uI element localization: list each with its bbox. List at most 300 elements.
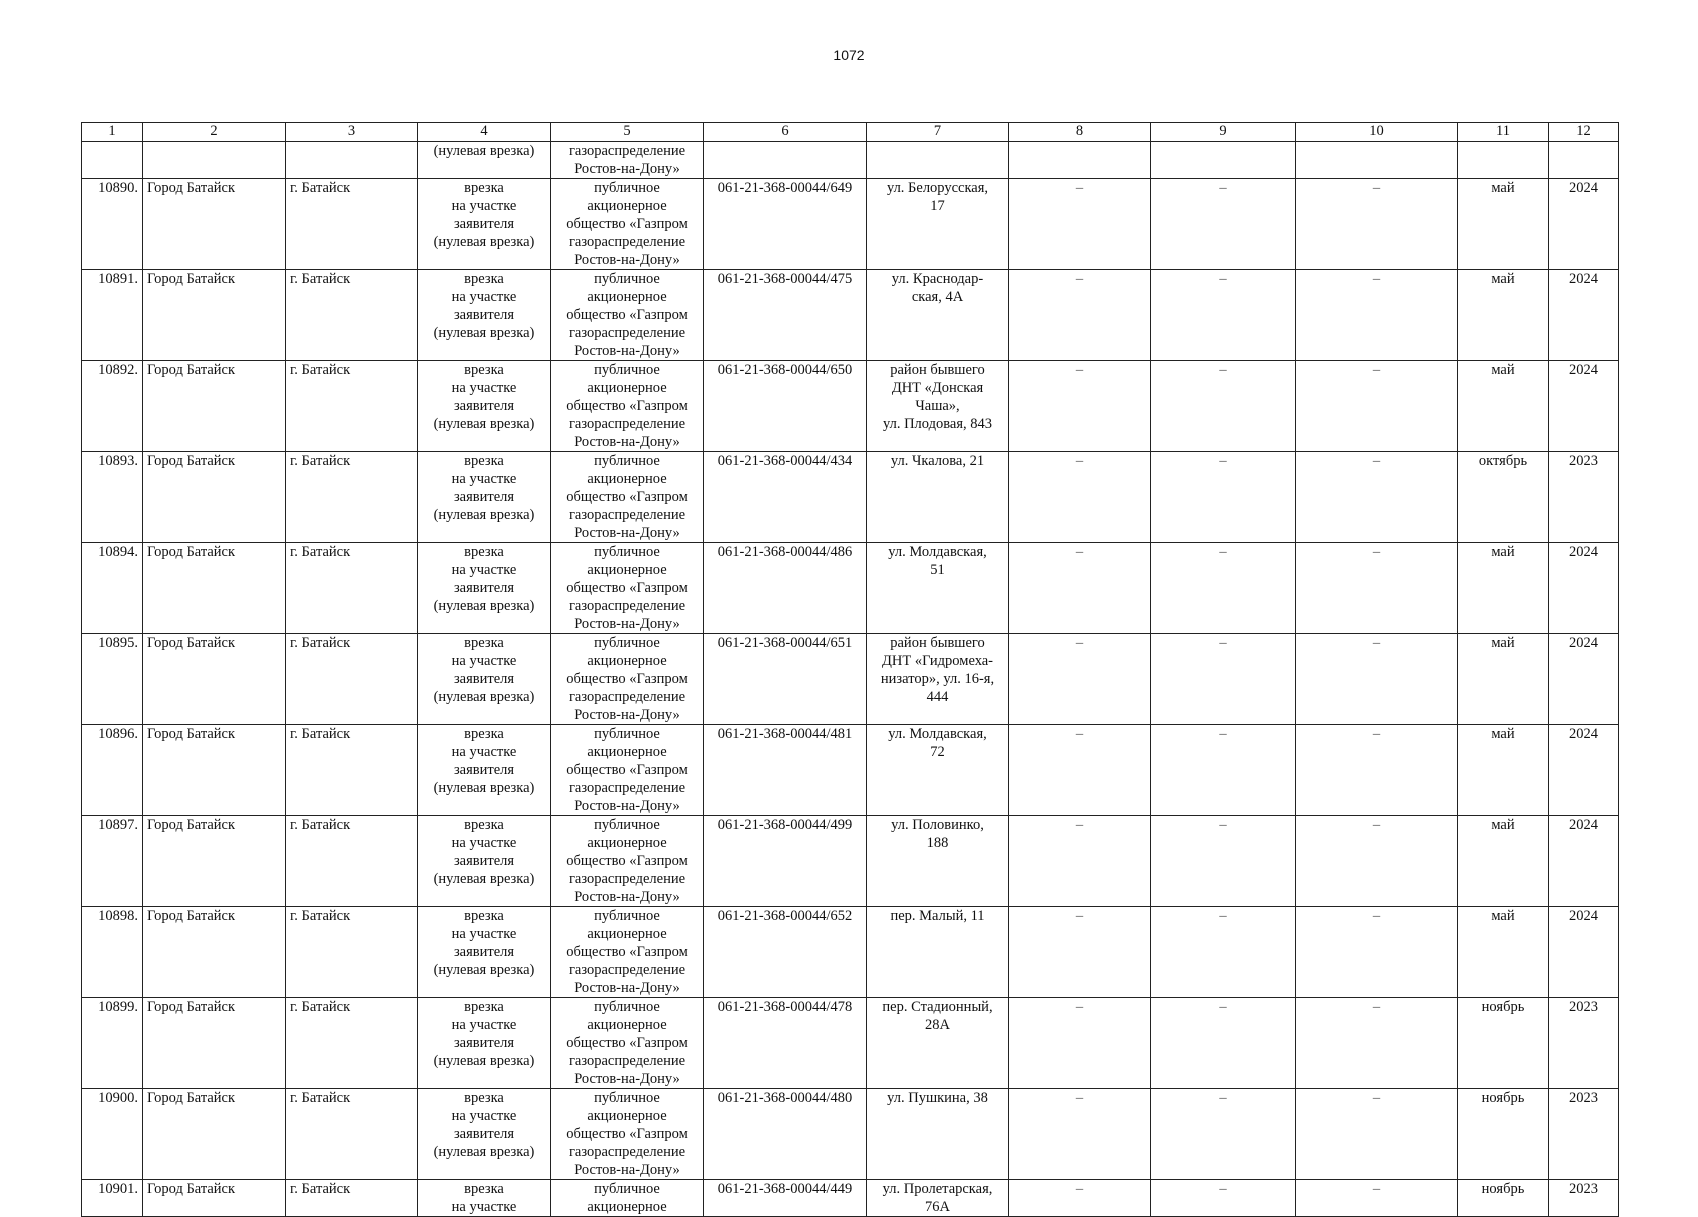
cell-code: 061-21-368-00044/499 <box>704 816 867 907</box>
table-row <box>82 816 1619 907</box>
cell-org-line: газораспределение <box>568 1144 686 1160</box>
cell-address-line: ДНТ «Донская <box>891 380 984 396</box>
cell-type-line: врезка <box>464 362 504 378</box>
cell-col-10: – <box>1296 907 1458 998</box>
col-header-8: 8 <box>1009 123 1151 142</box>
cell-month: май <box>1458 907 1549 998</box>
cell-month: октябрь <box>1458 452 1549 543</box>
cell-address-line: ул. Пушкина, 38 <box>887 1090 988 1106</box>
cell-col-9: – <box>1151 725 1296 816</box>
col-header-9: 9 <box>1151 123 1296 142</box>
cell-type-line: (нулевая врезка) <box>433 1053 535 1069</box>
cell-year: 2023 <box>1549 1180 1619 1217</box>
cell-col-8: – <box>1009 543 1151 634</box>
cell-col-9: – <box>1151 634 1296 725</box>
cell-org <box>551 1180 704 1217</box>
cell-year: 2024 <box>1549 270 1619 361</box>
cell-col-9: – <box>1151 179 1296 270</box>
cell-num: 10892. <box>82 361 143 452</box>
cell-code: 061-21-368-00044/481 <box>704 725 867 816</box>
cell-type-line: врезка <box>464 271 504 287</box>
cell-type-line: врезка <box>464 1090 504 1106</box>
cell-org-line: газораспределение <box>568 871 686 887</box>
cell-num: 10900. <box>82 1089 143 1180</box>
cell-col-9: – <box>1151 907 1296 998</box>
cell-locality: г. Батайск <box>286 361 418 452</box>
cell-month: ноябрь <box>1458 998 1549 1089</box>
cell-org-line: общество «Газпром <box>566 216 688 232</box>
cell-code: 061-21-368-00044/651 <box>704 634 867 725</box>
cell-type <box>418 998 551 1089</box>
col-header-11: 11 <box>1458 123 1549 142</box>
cell-org-line: газораспределение <box>568 507 686 523</box>
cell-col-10: – <box>1296 725 1458 816</box>
cell-type-line: (нулевая врезка) <box>433 507 535 523</box>
table-row <box>82 998 1619 1089</box>
cell-year: 2024 <box>1549 179 1619 270</box>
cell-col-8: – <box>1009 1180 1151 1217</box>
cell-address-line: ул. Молдавская, <box>888 726 987 742</box>
cell-address-line: Чаша», <box>915 398 960 414</box>
cell-org <box>551 452 704 543</box>
cell-locality: г. Батайск <box>286 452 418 543</box>
cell-col-8: – <box>1009 179 1151 270</box>
cell-org-line: общество «Газпром <box>566 671 688 687</box>
cell-org-line: публичное <box>594 726 660 742</box>
cell-type-line: (нулевая врезка) <box>433 416 535 432</box>
cell-num: 10891. <box>82 270 143 361</box>
cell-type <box>418 179 551 270</box>
continuation-row <box>82 142 1619 179</box>
cell-type-line: (нулевая врезка) <box>433 871 535 887</box>
cell-locality: г. Батайск <box>286 725 418 816</box>
cell-district <box>143 142 286 179</box>
cell-year: 2024 <box>1549 634 1619 725</box>
cell-col-9: – <box>1151 816 1296 907</box>
cell-org-line: публичное <box>594 180 660 196</box>
register-table <box>81 122 1619 1217</box>
col-header-6: 6 <box>704 123 867 142</box>
table-row <box>82 179 1619 270</box>
cell-type <box>418 543 551 634</box>
column-number-header <box>82 123 1619 142</box>
cell-district: Город Батайск <box>143 1180 286 1217</box>
cell-code: 061-21-368-00044/480 <box>704 1089 867 1180</box>
cell-col-8: – <box>1009 270 1151 361</box>
cell-org-line: Ростов-на-Дону» <box>574 525 680 541</box>
cell-type-line: на участке <box>451 926 517 942</box>
cell-type-line: врезка <box>464 817 504 833</box>
cell-address-line: 76А <box>925 1199 950 1215</box>
cell-col-8: – <box>1009 998 1151 1089</box>
cell-col-10: – <box>1296 179 1458 270</box>
cell-col-6 <box>704 142 867 179</box>
cell-type-line: на участке <box>451 562 517 578</box>
cell-org-line: акционерное <box>587 835 667 851</box>
cell-org-line: газораспределение <box>568 1053 686 1069</box>
cell-org-line: общество «Газпром <box>566 307 688 323</box>
cell-type-line: (нулевая врезка) <box>433 962 535 978</box>
cell-col-8: – <box>1009 725 1151 816</box>
cell-org-line: газораспределение <box>568 689 686 705</box>
cell-num: 10896. <box>82 725 143 816</box>
cell-month: май <box>1458 543 1549 634</box>
cell-type-line: (нулевая врезка) <box>433 143 535 159</box>
cell-org <box>551 179 704 270</box>
cell-num: 10898. <box>82 907 143 998</box>
cell-address-line: ская, 4А <box>911 289 964 305</box>
cell-address-line: ул. Краснодар- <box>891 271 984 287</box>
cell-org-line: Ростов-на-Дону» <box>574 616 680 632</box>
cell-org-line: газораспределение <box>568 962 686 978</box>
cell-org-line: публичное <box>594 271 660 287</box>
cell-org-line: Ростов-на-Дону» <box>574 980 680 996</box>
cell-org-line: Ростов-на-Дону» <box>574 343 680 359</box>
cell-address <box>867 634 1009 725</box>
cell-type-line: на участке <box>451 198 517 214</box>
cell-locality: г. Батайск <box>286 816 418 907</box>
cell-org-line: акционерное <box>587 1017 667 1033</box>
cell-type <box>418 452 551 543</box>
cell-code: 061-21-368-00044/650 <box>704 361 867 452</box>
cell-address-line: ДНТ «Гидромеха- <box>881 653 994 669</box>
cell-address-line: ул. Молдавская, <box>888 544 987 560</box>
cell-district: Город Батайск <box>143 543 286 634</box>
cell-year: 2024 <box>1549 907 1619 998</box>
cell-address-line: 444 <box>926 689 949 705</box>
cell-org-line: общество «Газпром <box>566 762 688 778</box>
cell-locality <box>286 142 418 179</box>
cell-org-line: Ростов-на-Дону» <box>574 889 680 905</box>
cell-col-8: – <box>1009 816 1151 907</box>
cell-type-line: на участке <box>451 289 517 305</box>
cell-num: 10897. <box>82 816 143 907</box>
cell-type-line: заявителя <box>453 1126 515 1142</box>
cell-col-11 <box>1458 142 1549 179</box>
table-row <box>82 361 1619 452</box>
cell-org-line: публичное <box>594 999 660 1015</box>
cell-col-9: – <box>1151 270 1296 361</box>
cell-district: Город Батайск <box>143 452 286 543</box>
cell-org-line: акционерное <box>587 653 667 669</box>
cell-col-9: – <box>1151 998 1296 1089</box>
cell-address <box>867 543 1009 634</box>
cell-org-line: акционерное <box>587 198 667 214</box>
cell-col-10: – <box>1296 816 1458 907</box>
cell-month: май <box>1458 361 1549 452</box>
cell-address-line: низатор», ул. 16-я, <box>880 671 995 687</box>
cell-type-line: заявителя <box>453 489 515 505</box>
cell-type-line: на участке <box>451 1017 517 1033</box>
cell-col-7 <box>867 142 1009 179</box>
cell-type-line: на участке <box>451 653 517 669</box>
cell-type <box>418 1089 551 1180</box>
cell-month: май <box>1458 816 1549 907</box>
cell-district: Город Батайск <box>143 907 286 998</box>
cell-type <box>418 361 551 452</box>
cell-col-10: – <box>1296 634 1458 725</box>
cell-district: Город Батайск <box>143 270 286 361</box>
cell-col-9: – <box>1151 361 1296 452</box>
cell-org <box>551 816 704 907</box>
cell-num: 10894. <box>82 543 143 634</box>
cell-address-line: 51 <box>930 562 945 578</box>
cell-col-9 <box>1151 142 1296 179</box>
cell-month: май <box>1458 634 1549 725</box>
cell-org <box>551 998 704 1089</box>
cell-col-10: – <box>1296 270 1458 361</box>
cell-type <box>418 725 551 816</box>
cell-col-9: – <box>1151 1089 1296 1180</box>
cell-type <box>418 816 551 907</box>
cell-year: 2023 <box>1549 1089 1619 1180</box>
cell-col-8 <box>1009 142 1151 179</box>
cell-month: ноябрь <box>1458 1089 1549 1180</box>
cell-num: 10890. <box>82 179 143 270</box>
cell-type-line: (нулевая врезка) <box>433 325 535 341</box>
table-row <box>82 725 1619 816</box>
cell-locality: г. Батайск <box>286 907 418 998</box>
cell-num: 10901. <box>82 1180 143 1217</box>
table-row <box>82 452 1619 543</box>
col-header-10: 10 <box>1296 123 1458 142</box>
cell-district: Город Батайск <box>143 998 286 1089</box>
cell-num: 10893. <box>82 452 143 543</box>
cell-type-line: врезка <box>464 544 504 560</box>
cell-org-line: газораспределение <box>568 234 686 250</box>
cell-district: Город Батайск <box>143 725 286 816</box>
cell-address <box>867 1089 1009 1180</box>
cell-org <box>551 907 704 998</box>
cell-col-12 <box>1549 142 1619 179</box>
cell-col-9: – <box>1151 1180 1296 1217</box>
cell-org-line: общество «Газпром <box>566 398 688 414</box>
cell-org-line: публичное <box>594 817 660 833</box>
cell-address <box>867 907 1009 998</box>
cell-type-line: врезка <box>464 999 504 1015</box>
cell-locality: г. Батайск <box>286 179 418 270</box>
cell-address <box>867 998 1009 1089</box>
cell-col-10 <box>1296 142 1458 179</box>
cell-type-line: врезка <box>464 908 504 924</box>
cell-org-line: акционерное <box>587 1199 667 1215</box>
cell-org-line: Ростов-на-Дону» <box>574 707 680 723</box>
cell-type-line: заявителя <box>453 580 515 596</box>
cell-type-line: (нулевая врезка) <box>433 1144 535 1160</box>
cell-col-10: – <box>1296 452 1458 543</box>
col-header-4: 4 <box>418 123 551 142</box>
cell-address <box>867 361 1009 452</box>
cell-org-line: публичное <box>594 453 660 469</box>
cell-type-line: врезка <box>464 180 504 196</box>
cell-address-line: пер. Малый, 11 <box>890 908 985 924</box>
cell-address-line: ул. Пролетарская, <box>882 1181 993 1197</box>
cell-address <box>867 725 1009 816</box>
cell-org-line: акционерное <box>587 926 667 942</box>
cell-code: 061-21-368-00044/449 <box>704 1180 867 1217</box>
cell-type-line: заявителя <box>453 671 515 687</box>
cell-type-line: заявителя <box>453 1035 515 1051</box>
cell-type <box>418 907 551 998</box>
cell-locality: г. Батайск <box>286 543 418 634</box>
cell-type-line: заявителя <box>453 216 515 232</box>
cell-type-line: врезка <box>464 453 504 469</box>
cell-num <box>82 142 143 179</box>
cell-type-line: на участке <box>451 835 517 851</box>
table-row <box>82 907 1619 998</box>
cell-org-line: Ростов-на-Дону» <box>574 1162 680 1178</box>
cell-org-line: публичное <box>594 635 660 651</box>
cell-num: 10899. <box>82 998 143 1089</box>
cell-district: Город Батайск <box>143 361 286 452</box>
col-header-1: 1 <box>82 123 143 142</box>
cell-type <box>418 1180 551 1217</box>
cell-org-line: газораспределение <box>568 780 686 796</box>
cell-year: 2024 <box>1549 816 1619 907</box>
cell-org-line: Ростов-на-Дону» <box>574 161 680 177</box>
cell-type-line: (нулевая врезка) <box>433 598 535 614</box>
cell-type-line: на участке <box>451 744 517 760</box>
cell-type-line: (нулевая врезка) <box>433 780 535 796</box>
cell-address <box>867 816 1009 907</box>
cell-org-line: Ростов-на-Дону» <box>574 798 680 814</box>
cell-col-8: – <box>1009 1089 1151 1180</box>
cell-type-line: на участке <box>451 380 517 396</box>
cell-type-line: на участке <box>451 471 517 487</box>
cell-address-line: 72 <box>930 744 945 760</box>
table-row <box>82 1180 1619 1217</box>
col-header-2: 2 <box>143 123 286 142</box>
cell-org-line: акционерное <box>587 471 667 487</box>
page-number: 1072 <box>833 47 865 63</box>
cell-address-line: 17 <box>930 198 945 214</box>
cell-address-line: 28А <box>925 1017 950 1033</box>
cell-locality: г. Батайск <box>286 1089 418 1180</box>
cell-org <box>551 634 704 725</box>
cell-district: Город Батайск <box>143 816 286 907</box>
cell-col-9: – <box>1151 543 1296 634</box>
cell-col-10: – <box>1296 1089 1458 1180</box>
cell-type-line: заявителя <box>453 853 515 869</box>
cell-type <box>418 634 551 725</box>
col-header-12: 12 <box>1549 123 1619 142</box>
cell-org-line: общество «Газпром <box>566 1126 688 1142</box>
cell-org <box>551 142 704 179</box>
cell-org <box>551 725 704 816</box>
cell-code: 061-21-368-00044/434 <box>704 452 867 543</box>
cell-address <box>867 1180 1009 1217</box>
cell-address-line: ул. Половинко, <box>891 817 984 833</box>
table-body <box>82 142 1619 1217</box>
cell-month: май <box>1458 179 1549 270</box>
cell-address-line: район бывшего <box>890 362 985 378</box>
cell-org-line: общество «Газпром <box>566 489 688 505</box>
cell-locality: г. Батайск <box>286 634 418 725</box>
col-header-5: 5 <box>551 123 704 142</box>
cell-type-line: (нулевая врезка) <box>433 234 535 250</box>
cell-org-line: публичное <box>594 1090 660 1106</box>
cell-address-line: район бывшего <box>890 635 985 651</box>
cell-col-10: – <box>1296 361 1458 452</box>
cell-org <box>551 361 704 452</box>
cell-type-line: на участке <box>451 1199 517 1215</box>
cell-col-9: – <box>1151 452 1296 543</box>
cell-district: Город Батайск <box>143 634 286 725</box>
cell-district: Город Батайск <box>143 1089 286 1180</box>
cell-type-line: (нулевая врезка) <box>433 689 535 705</box>
cell-type-line: заявителя <box>453 307 515 323</box>
cell-locality: г. Батайск <box>286 270 418 361</box>
cell-org-line: акционерное <box>587 1108 667 1124</box>
cell-type <box>418 142 551 179</box>
cell-month: май <box>1458 270 1549 361</box>
cell-address-line: ул. Белорусская, <box>886 180 989 196</box>
table-row <box>82 270 1619 361</box>
cell-month: ноябрь <box>1458 1180 1549 1217</box>
cell-year: 2023 <box>1549 998 1619 1089</box>
cell-org-line: общество «Газпром <box>566 1035 688 1051</box>
cell-month: май <box>1458 725 1549 816</box>
cell-org-line: Ростов-на-Дону» <box>574 252 680 268</box>
table-row <box>82 634 1619 725</box>
cell-locality: г. Батайск <box>286 998 418 1089</box>
cell-org-line: газораспределение <box>568 416 686 432</box>
cell-org-line: акционерное <box>587 289 667 305</box>
cell-col-10: – <box>1296 998 1458 1089</box>
cell-num: 10895. <box>82 634 143 725</box>
cell-org-line: акционерное <box>587 744 667 760</box>
table-row <box>82 543 1619 634</box>
cell-address-line: пер. Стадионный, <box>882 999 993 1015</box>
cell-org <box>551 543 704 634</box>
cell-code: 061-21-368-00044/652 <box>704 907 867 998</box>
cell-org-line: акционерное <box>587 380 667 396</box>
cell-type-line: на участке <box>451 1108 517 1124</box>
cell-locality: г. Батайск <box>286 1180 418 1217</box>
col-header-3: 3 <box>286 123 418 142</box>
cell-col-8: – <box>1009 634 1151 725</box>
cell-address <box>867 270 1009 361</box>
cell-col-10: – <box>1296 1180 1458 1217</box>
cell-district: Город Батайск <box>143 179 286 270</box>
cell-col-10: – <box>1296 543 1458 634</box>
cell-org-line: газораспределение <box>568 325 686 341</box>
cell-code: 061-21-368-00044/649 <box>704 179 867 270</box>
cell-org-line: Ростов-на-Дону» <box>574 1071 680 1087</box>
cell-address-line: 188 <box>926 835 949 851</box>
cell-type-line: врезка <box>464 635 504 651</box>
cell-type-line: заявителя <box>453 944 515 960</box>
cell-org-line: общество «Газпром <box>566 580 688 596</box>
cell-code: 061-21-368-00044/478 <box>704 998 867 1089</box>
cell-org-line: газораспределение <box>568 598 686 614</box>
cell-col-8: – <box>1009 452 1151 543</box>
cell-org-line: Ростов-на-Дону» <box>574 434 680 450</box>
cell-year: 2024 <box>1549 361 1619 452</box>
table-row <box>82 1089 1619 1180</box>
cell-org-line: публичное <box>594 1181 660 1197</box>
cell-code: 061-21-368-00044/475 <box>704 270 867 361</box>
cell-org-line: общество «Газпром <box>566 944 688 960</box>
cell-org <box>551 270 704 361</box>
cell-org-line: публичное <box>594 908 660 924</box>
cell-org-line: публичное <box>594 362 660 378</box>
cell-org-line: акционерное <box>587 562 667 578</box>
cell-type <box>418 270 551 361</box>
cell-year: 2023 <box>1549 452 1619 543</box>
cell-org-line: газораспределение <box>568 143 686 159</box>
cell-year: 2024 <box>1549 725 1619 816</box>
